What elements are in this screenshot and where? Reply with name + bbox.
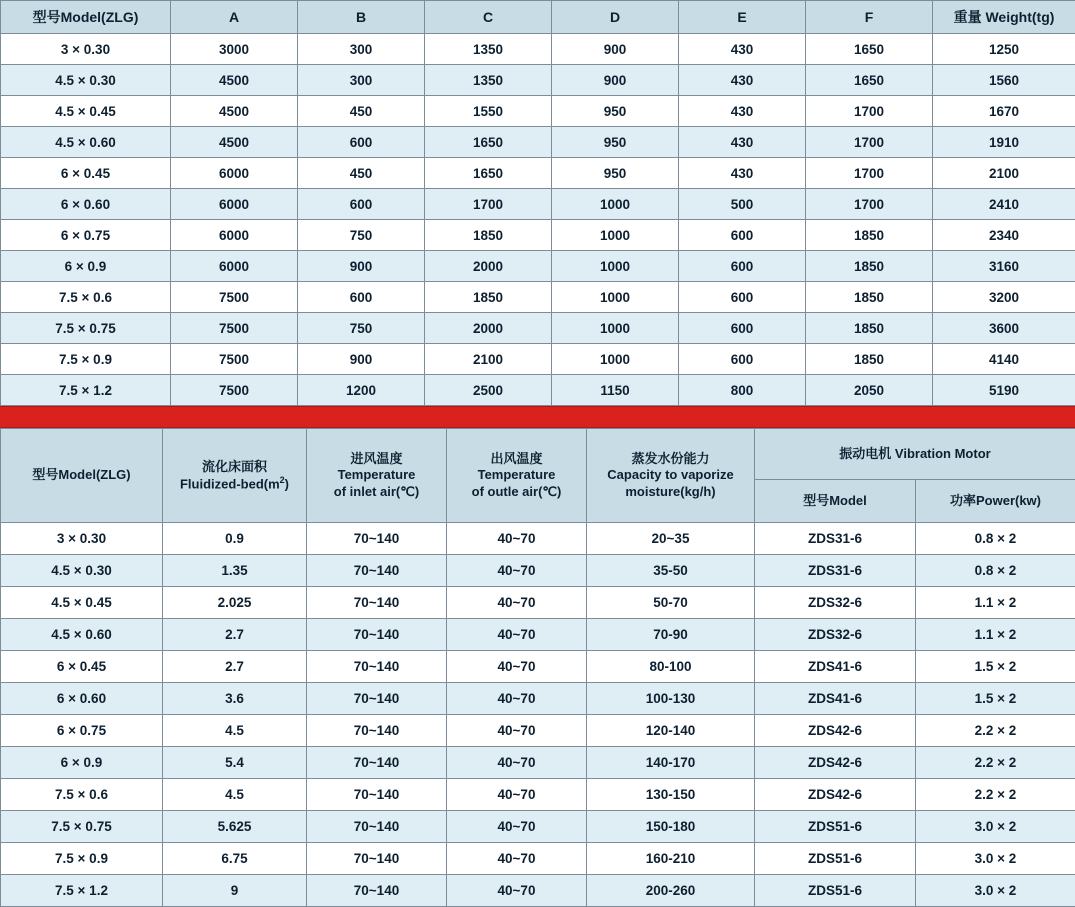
process-table-body xyxy=(1,523,1075,907)
cell-motor-model: ZDS32-6 xyxy=(755,619,916,651)
cell-inlet-temp: 70~140 xyxy=(307,811,447,843)
cell-f: 1700 xyxy=(806,127,933,158)
table-row xyxy=(1,158,1075,189)
bed-area-cn: 流化床面积 xyxy=(165,459,304,475)
cell-capacity: 130-150 xyxy=(587,779,755,811)
col-header-a: A xyxy=(171,1,298,34)
cell-e: 600 xyxy=(679,251,806,282)
cell-model: 6 × 0.60 xyxy=(1,683,163,715)
cell-c: 1350 xyxy=(425,34,552,65)
cell-capacity: 200-260 xyxy=(587,875,755,907)
cell-model: 7.5 × 0.6 xyxy=(1,779,163,811)
table-row xyxy=(1,651,1075,683)
table-row xyxy=(1,523,1075,555)
cell-d: 1000 xyxy=(552,220,679,251)
cell-e: 430 xyxy=(679,96,806,127)
cell-outlet-temp: 40~70 xyxy=(447,811,587,843)
cell-inlet-temp: 70~140 xyxy=(307,555,447,587)
table-row xyxy=(1,34,1075,65)
capacity-cn: 蒸发水份能力 xyxy=(589,451,752,467)
cell-bed-area: 5.4 xyxy=(163,747,307,779)
cell-d: 900 xyxy=(552,34,679,65)
cell-motor-power: 1.1 × 2 xyxy=(916,619,1075,651)
col-header-bed-area xyxy=(163,429,307,523)
table-row xyxy=(1,375,1075,406)
col-header-vibration-motor-group: 振动电机 Vibration Motor xyxy=(755,429,1075,480)
col-header-b: B xyxy=(298,1,425,34)
cell-model: 7.5 × 0.75 xyxy=(1,811,163,843)
cell-model: 6 × 0.9 xyxy=(1,251,171,282)
cell-capacity: 140-170 xyxy=(587,747,755,779)
cell-weight: 1250 xyxy=(933,34,1075,65)
table-row xyxy=(1,220,1075,251)
cell-a: 6000 xyxy=(171,251,298,282)
cell-c: 1700 xyxy=(425,189,552,220)
col-header-outlet-temp xyxy=(447,429,587,523)
dimensions-table xyxy=(0,0,1075,406)
cell-motor-model: ZDS51-6 xyxy=(755,875,916,907)
cell-f: 1850 xyxy=(806,220,933,251)
cell-f: 1650 xyxy=(806,34,933,65)
cell-a: 7500 xyxy=(171,313,298,344)
bed-area-en: Fluidized-$bed(m^2)$ xyxy=(165,475,304,493)
cell-inlet-temp: 70~140 xyxy=(307,747,447,779)
table-row xyxy=(1,715,1075,747)
cell-weight: 2410 xyxy=(933,189,1075,220)
cell-bed-area: 0.9 xyxy=(163,523,307,555)
cell-weight: 1910 xyxy=(933,127,1075,158)
cell-b: 750 xyxy=(298,313,425,344)
cell-model: 6 × 0.9 xyxy=(1,747,163,779)
cell-c: 1650 xyxy=(425,127,552,158)
table-row xyxy=(1,587,1075,619)
cell-a: 6000 xyxy=(171,189,298,220)
cell-weight: 1670 xyxy=(933,96,1075,127)
cell-a: 6000 xyxy=(171,220,298,251)
cell-f: 1850 xyxy=(806,313,933,344)
cell-capacity: 160-210 xyxy=(587,843,755,875)
cell-bed-area: 3.6 xyxy=(163,683,307,715)
cell-inlet-temp: 70~140 xyxy=(307,683,447,715)
cell-model: 6 × 0.45 xyxy=(1,158,171,189)
cell-motor-power: 1.1 × 2 xyxy=(916,587,1075,619)
cell-bed-area: 4.5 xyxy=(163,715,307,747)
cell-inlet-temp: 70~140 xyxy=(307,587,447,619)
cell-a: 3000 xyxy=(171,34,298,65)
process-table-head xyxy=(1,429,1075,523)
cell-bed-area: 4.5 xyxy=(163,779,307,811)
col-header-e: E xyxy=(679,1,806,34)
cell-motor-power: 0.8 × 2 xyxy=(916,555,1075,587)
cell-motor-model: ZDS31-6 xyxy=(755,555,916,587)
col-header-model: 型号Model(ZLG) xyxy=(1,1,171,34)
cell-d: 950 xyxy=(552,96,679,127)
dimensions-table-head xyxy=(1,1,1075,34)
cell-outlet-temp: 40~70 xyxy=(447,875,587,907)
cell-a: 6000 xyxy=(171,158,298,189)
cell-capacity: 35-50 xyxy=(587,555,755,587)
cell-b: 450 xyxy=(298,96,425,127)
inlet-temp-en1: Temperature xyxy=(309,467,444,483)
cell-inlet-temp: 70~140 xyxy=(307,875,447,907)
cell-c: 1350 xyxy=(425,65,552,96)
cell-outlet-temp: 40~70 xyxy=(447,747,587,779)
col-header-d: D xyxy=(552,1,679,34)
cell-f: 1700 xyxy=(806,158,933,189)
process-parameters-table xyxy=(0,428,1075,907)
col-header-f: F xyxy=(806,1,933,34)
table-row xyxy=(1,843,1075,875)
cell-b: 450 xyxy=(298,158,425,189)
cell-a: 4500 xyxy=(171,65,298,96)
cell-capacity: 80-100 xyxy=(587,651,755,683)
cell-f: 1850 xyxy=(806,282,933,313)
cell-c: 2000 xyxy=(425,313,552,344)
cell-capacity: 50-70 xyxy=(587,587,755,619)
table-row xyxy=(1,344,1075,375)
cell-weight: 3600 xyxy=(933,313,1075,344)
cell-model: 7.5 × 0.9 xyxy=(1,843,163,875)
cell-c: 1550 xyxy=(425,96,552,127)
cell-bed-area: 9 xyxy=(163,875,307,907)
cell-e: 600 xyxy=(679,220,806,251)
cell-weight: 5190 xyxy=(933,375,1075,406)
red-divider-bar xyxy=(0,406,1075,428)
cell-d: 1000 xyxy=(552,344,679,375)
cell-a: 4500 xyxy=(171,96,298,127)
table-row xyxy=(1,811,1075,843)
cell-e: 800 xyxy=(679,375,806,406)
cell-d: 950 xyxy=(552,127,679,158)
cell-motor-power: 1.5 × 2 xyxy=(916,683,1075,715)
cell-a: 7500 xyxy=(171,375,298,406)
cell-model: 6 × 0.75 xyxy=(1,220,171,251)
cell-motor-model: ZDS41-6 xyxy=(755,651,916,683)
cell-inlet-temp: 70~140 xyxy=(307,715,447,747)
cell-bed-area: 1.35 xyxy=(163,555,307,587)
cell-outlet-temp: 40~70 xyxy=(447,555,587,587)
cell-model: 4.5 × 0.30 xyxy=(1,555,163,587)
capacity-en1: Capacity to vaporize xyxy=(589,467,752,483)
cell-b: 900 xyxy=(298,344,425,375)
cell-model: 4.5 × 0.30 xyxy=(1,65,171,96)
cell-weight: 1560 xyxy=(933,65,1075,96)
cell-weight: 4140 xyxy=(933,344,1075,375)
cell-a: 7500 xyxy=(171,344,298,375)
cell-model: 4.5 × 0.60 xyxy=(1,127,171,158)
cell-model: 7.5 × 0.75 xyxy=(1,313,171,344)
cell-e: 600 xyxy=(679,344,806,375)
table-row xyxy=(1,747,1075,779)
cell-b: 300 xyxy=(298,34,425,65)
cell-motor-model: ZDS51-6 xyxy=(755,811,916,843)
outlet-temp-en1: Temperature xyxy=(449,467,584,483)
table-row xyxy=(1,282,1075,313)
cell-f: 1850 xyxy=(806,251,933,282)
cell-inlet-temp: 70~140 xyxy=(307,779,447,811)
cell-capacity: 100-130 xyxy=(587,683,755,715)
col-header-motor-model: 型号Model xyxy=(755,480,916,523)
cell-outlet-temp: 40~70 xyxy=(447,843,587,875)
cell-motor-model: ZDS51-6 xyxy=(755,843,916,875)
cell-motor-model: ZDS31-6 xyxy=(755,523,916,555)
cell-d: 1000 xyxy=(552,282,679,313)
table-row xyxy=(1,127,1075,158)
cell-motor-power: 2.2 × 2 xyxy=(916,779,1075,811)
cell-motor-power: 3.0 × 2 xyxy=(916,875,1075,907)
cell-model: 7.5 × 0.9 xyxy=(1,344,171,375)
cell-motor-power: 2.2 × 2 xyxy=(916,715,1075,747)
cell-model: 6 × 0.60 xyxy=(1,189,171,220)
inlet-temp-cn: 进风温度 xyxy=(309,451,444,467)
cell-model: 6 × 0.45 xyxy=(1,651,163,683)
cell-b: 1200 xyxy=(298,375,425,406)
cell-d: 1000 xyxy=(552,313,679,344)
cell-weight: 3200 xyxy=(933,282,1075,313)
cell-d: 1150 xyxy=(552,375,679,406)
cell-outlet-temp: 40~70 xyxy=(447,651,587,683)
cell-b: 900 xyxy=(298,251,425,282)
cell-f: 1850 xyxy=(806,344,933,375)
cell-inlet-temp: 70~140 xyxy=(307,651,447,683)
col-header-c: C xyxy=(425,1,552,34)
cell-motor-power: 3.0 × 2 xyxy=(916,843,1075,875)
cell-e: 430 xyxy=(679,65,806,96)
cell-inlet-temp: 70~140 xyxy=(307,843,447,875)
cell-outlet-temp: 40~70 xyxy=(447,715,587,747)
cell-e: 430 xyxy=(679,158,806,189)
cell-c: 2500 xyxy=(425,375,552,406)
capacity-en2: moisture(kg/h) xyxy=(589,484,752,500)
table-row xyxy=(1,189,1075,220)
cell-c: 1650 xyxy=(425,158,552,189)
cell-f: 1700 xyxy=(806,189,933,220)
cell-motor-model: ZDS32-6 xyxy=(755,587,916,619)
cell-d: 1000 xyxy=(552,251,679,282)
cell-b: 600 xyxy=(298,189,425,220)
cell-capacity: 20~35 xyxy=(587,523,755,555)
table-row xyxy=(1,96,1075,127)
cell-b: 750 xyxy=(298,220,425,251)
cell-c: 2000 xyxy=(425,251,552,282)
cell-weight: 2100 xyxy=(933,158,1075,189)
bed-area-superscript: 2 xyxy=(280,475,285,485)
cell-c: 1850 xyxy=(425,282,552,313)
cell-motor-power: 2.2 × 2 xyxy=(916,747,1075,779)
cell-capacity: 70-90 xyxy=(587,619,755,651)
cell-bed-area: 2.7 xyxy=(163,619,307,651)
cell-bed-area: 2.025 xyxy=(163,587,307,619)
cell-d: 1000 xyxy=(552,189,679,220)
cell-outlet-temp: 40~70 xyxy=(447,619,587,651)
cell-inlet-temp: 70~140 xyxy=(307,523,447,555)
table-row xyxy=(1,313,1075,344)
cell-motor-power: 1.5 × 2 xyxy=(916,651,1075,683)
cell-bed-area: 5.625 xyxy=(163,811,307,843)
col-header-motor-power: 功率Power(kw) xyxy=(916,480,1075,523)
cell-motor-model: ZDS42-6 xyxy=(755,779,916,811)
cell-model: 3 × 0.30 xyxy=(1,523,163,555)
cell-bed-area: 2.7 xyxy=(163,651,307,683)
cell-b: 300 xyxy=(298,65,425,96)
cell-model: 3 × 0.30 xyxy=(1,34,171,65)
outlet-temp-en2: of outle air(℃) xyxy=(449,484,584,500)
cell-capacity: 120-140 xyxy=(587,715,755,747)
cell-a: 7500 xyxy=(171,282,298,313)
table-row xyxy=(1,65,1075,96)
cell-outlet-temp: 40~70 xyxy=(447,779,587,811)
cell-e: 600 xyxy=(679,282,806,313)
cell-f: 2050 xyxy=(806,375,933,406)
cell-motor-model: ZDS42-6 xyxy=(755,747,916,779)
cell-f: 1700 xyxy=(806,96,933,127)
dimensions-table-body xyxy=(1,34,1075,406)
col-header-weight: 重量 Weight(tg) xyxy=(933,1,1075,34)
cell-e: 430 xyxy=(679,34,806,65)
cell-model: 4.5 × 0.45 xyxy=(1,587,163,619)
cell-weight: 2340 xyxy=(933,220,1075,251)
cell-f: 1650 xyxy=(806,65,933,96)
cell-motor-model: ZDS42-6 xyxy=(755,715,916,747)
cell-model: 7.5 × 0.6 xyxy=(1,282,171,313)
cell-model: 4.5 × 0.60 xyxy=(1,619,163,651)
table-row xyxy=(1,619,1075,651)
cell-capacity: 150-180 xyxy=(587,811,755,843)
cell-weight: 3160 xyxy=(933,251,1075,282)
cell-model: 6 × 0.75 xyxy=(1,715,163,747)
cell-e: 600 xyxy=(679,313,806,344)
cell-motor-power: 0.8 × 2 xyxy=(916,523,1075,555)
cell-outlet-temp: 40~70 xyxy=(447,683,587,715)
cell-motor-power: 3.0 × 2 xyxy=(916,811,1075,843)
cell-c: 1850 xyxy=(425,220,552,251)
cell-e: 430 xyxy=(679,127,806,158)
cell-motor-model: ZDS41-6 xyxy=(755,683,916,715)
table-row xyxy=(1,555,1075,587)
cell-d: 950 xyxy=(552,158,679,189)
col-header-inlet-temp xyxy=(307,429,447,523)
cell-e: 500 xyxy=(679,189,806,220)
col-header-vaporize-capacity xyxy=(587,429,755,523)
cell-outlet-temp: 40~70 xyxy=(447,587,587,619)
cell-c: 2100 xyxy=(425,344,552,375)
cell-a: 4500 xyxy=(171,127,298,158)
cell-inlet-temp: 70~140 xyxy=(307,619,447,651)
table-row xyxy=(1,683,1075,715)
table-row xyxy=(1,779,1075,811)
cell-model: 4.5 × 0.45 xyxy=(1,96,171,127)
table-row xyxy=(1,875,1075,907)
cell-b: 600 xyxy=(298,282,425,313)
cell-outlet-temp: 40~70 xyxy=(447,523,587,555)
table-header-row-top xyxy=(1,429,1075,480)
cell-b: 600 xyxy=(298,127,425,158)
col-header-model: 型号Model(ZLG) xyxy=(1,429,163,523)
cell-model: 7.5 × 1.2 xyxy=(1,875,163,907)
outlet-temp-cn: 出风温度 xyxy=(449,451,584,467)
table-row xyxy=(1,251,1075,282)
inlet-temp-en2: of inlet air(℃) xyxy=(309,484,444,500)
cell-model: 7.5 × 1.2 xyxy=(1,375,171,406)
table-header-row xyxy=(1,1,1075,34)
cell-bed-area: 6.75 xyxy=(163,843,307,875)
cell-d: 900 xyxy=(552,65,679,96)
